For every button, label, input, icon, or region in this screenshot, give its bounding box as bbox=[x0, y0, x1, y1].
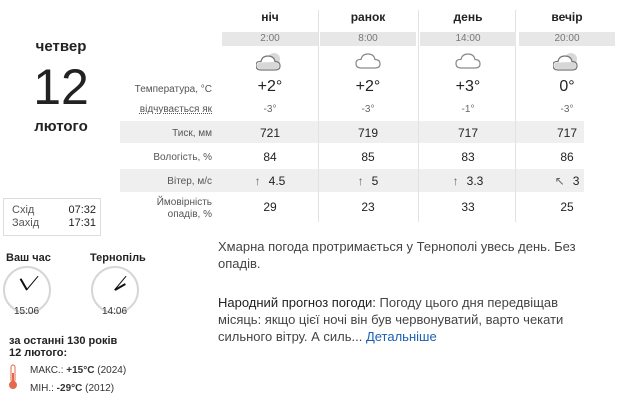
sun-times bbox=[3, 198, 101, 236]
sunset-time: 17:31 bbox=[68, 217, 96, 229]
label-humidity: Вологість, % bbox=[153, 152, 212, 163]
sunrise-label: Схід bbox=[12, 204, 35, 216]
col-label: ранок bbox=[350, 10, 386, 24]
col-time: 8:00 bbox=[320, 32, 416, 46]
your-time-value: 15:06 bbox=[14, 306, 40, 317]
humidity-value: 86 bbox=[560, 150, 574, 164]
sunrise-time: 07:32 bbox=[68, 204, 96, 216]
wind-value: 5 bbox=[371, 174, 379, 188]
month: лютого bbox=[34, 118, 88, 135]
col-label: ніч bbox=[261, 10, 279, 24]
wind-value: 3 bbox=[572, 174, 580, 188]
pressure-value: 721 bbox=[259, 126, 281, 140]
col-time: 20:00 bbox=[519, 32, 615, 46]
wind-value: 4.5 bbox=[268, 174, 286, 188]
pressure-value: 717 bbox=[457, 126, 479, 140]
feels-like-value: -3° bbox=[560, 104, 574, 115]
wind-direction-icon: ↑ bbox=[254, 174, 261, 188]
your-time-label: Ваш час bbox=[6, 252, 51, 264]
wind-direction-icon: ↑ bbox=[357, 174, 364, 188]
history-min: МІН.: -29°C (2012) bbox=[30, 383, 115, 394]
precip-value: 29 bbox=[263, 200, 277, 214]
cloudy-night-icon bbox=[222, 52, 318, 74]
weather-description: Хмарна погода протримається у Тернополі увесь день. Без опадів. bbox=[218, 239, 576, 271]
temperature-value: +2° bbox=[257, 78, 283, 95]
label-pressure: Тиск, мм bbox=[172, 128, 212, 139]
pressure-value: 717 bbox=[556, 126, 578, 140]
label-temperature: Температура, °C bbox=[134, 84, 212, 95]
label-wind: Вітер, м/с bbox=[167, 176, 212, 187]
feels-like-value: -3° bbox=[361, 104, 375, 115]
col-label: день bbox=[453, 10, 483, 24]
humidity-value: 83 bbox=[461, 150, 475, 164]
more-link[interactable]: Детальніше bbox=[365, 329, 437, 344]
precip-value: 23 bbox=[361, 200, 375, 214]
history-title: за останні 130 років 12 лютого: bbox=[9, 335, 118, 359]
label-feels-like[interactable]: відчувається як bbox=[139, 104, 212, 115]
humidity-value: 84 bbox=[263, 150, 277, 164]
folk-forecast bbox=[218, 294, 598, 345]
temperature-value: +3° bbox=[455, 78, 481, 95]
wind-cell bbox=[519, 174, 615, 188]
col-time: 14:00 bbox=[420, 32, 516, 46]
weekday: четвер bbox=[35, 38, 87, 55]
city-time-label: Тернопіль bbox=[90, 252, 146, 264]
humidity-value: 85 bbox=[361, 150, 375, 164]
thermometer-icon bbox=[8, 364, 18, 390]
feels-like-value: -3° bbox=[263, 104, 277, 115]
col-label: вечір bbox=[551, 10, 583, 24]
wind-cell bbox=[320, 174, 416, 188]
precip-value: 25 bbox=[560, 200, 574, 214]
precip-value: 33 bbox=[461, 200, 475, 214]
city-time-value: 14:06 bbox=[102, 306, 128, 317]
feels-like-value: -1° bbox=[461, 104, 475, 115]
day-number: 12 bbox=[33, 59, 89, 115]
temperature-value: +2° bbox=[355, 78, 381, 95]
col-time: 2:00 bbox=[222, 32, 318, 46]
pressure-value: 719 bbox=[357, 126, 379, 140]
label-precip-2: опадів, % bbox=[167, 209, 212, 220]
temperature-value: 0° bbox=[559, 78, 575, 95]
wind-direction-icon: ↑ bbox=[452, 174, 459, 188]
folk-title: Народний прогноз погоди: bbox=[218, 295, 376, 310]
wind-value: 3.3 bbox=[466, 174, 484, 188]
history-max: МАКС.: +15°C (2024) bbox=[30, 365, 127, 376]
cloud-icon bbox=[320, 52, 416, 74]
label-precip-1: Ймовірність bbox=[156, 197, 212, 208]
wind-cell bbox=[420, 174, 516, 188]
folk-text: Погоду цього дня передвіщав місяць: якщо цієї ночі він був червонуватий, варто чекати сильного вітру. А силь... bbox=[218, 295, 564, 344]
wind-direction-icon: ↖ bbox=[554, 174, 565, 188]
cloudy-night-icon bbox=[519, 52, 615, 74]
wind-cell bbox=[222, 174, 318, 188]
sunset-label: Захід bbox=[12, 217, 40, 229]
cloud-icon bbox=[420, 52, 516, 74]
